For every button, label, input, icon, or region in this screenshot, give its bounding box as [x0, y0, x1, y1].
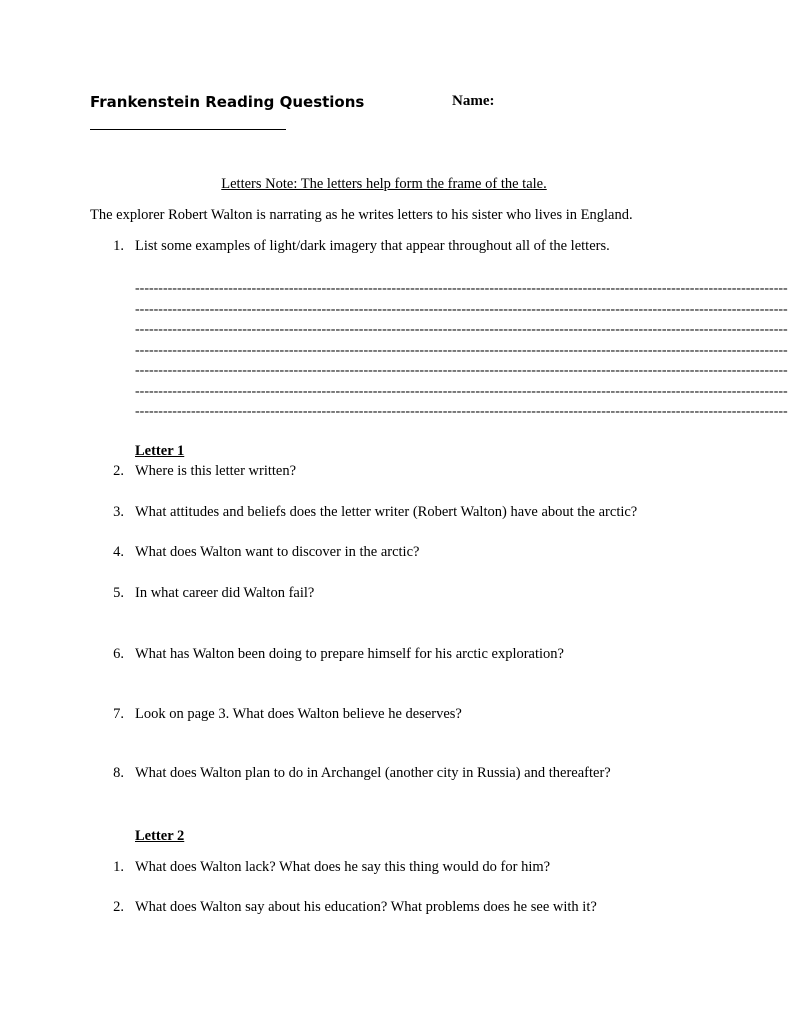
answer-line[interactable]: --------------------------------------------------------------------------------------------------------------------------------------------: [135, 301, 788, 317]
answer-line[interactable]: --------------------------------------------------------------------------------------------------------------------------------------------: [135, 383, 788, 399]
letter-1-heading: Letter 1: [135, 443, 185, 459]
question-text: List some examples of light/dark imagery that appear throughout all of the letters.: [135, 238, 610, 254]
answer-line[interactable]: --------------------------------------------------------------------------------------------------------------------------------------------: [135, 404, 788, 419]
page-title: Frankenstein Reading Questions: [90, 93, 365, 111]
question-text: What does Walton lack? What does he say this thing would do for him?: [135, 859, 551, 875]
question-text: What does Walton want to discover in the arctic?: [135, 544, 420, 560]
answer-line[interactable]: --------------------------------------------------------------------------------------------------------------------------------------------: [135, 322, 788, 337]
question-text: What attitudes and beliefs does the letter writer (Robert Walton) have about the arctic?: [135, 504, 638, 520]
question-number: 2.: [113, 899, 124, 915]
question-number: 8.: [113, 765, 124, 781]
question-text: Where is this letter written?: [135, 463, 297, 479]
question-text: What does Walton say about his education? What problems does he see with it?: [135, 899, 597, 915]
answer-line[interactable]: --------------------------------------------------------------------------------------------------------------------------------------------: [135, 281, 788, 296]
question-number: 3.: [113, 504, 124, 520]
question-number: 4.: [113, 544, 124, 560]
question-text: What has Walton been doing to prepare himself for his arctic exploration?: [135, 646, 564, 662]
name-blank-line[interactable]: [90, 118, 286, 130]
question-text: What does Walton plan to do in Archangel (another city in Russia) and thereafter?: [135, 765, 611, 781]
letters-note-text: Letters Note: The letters help form the frame of the tale.: [221, 176, 547, 192]
question-number: 7.: [113, 706, 124, 722]
name-label: Name:: [452, 93, 495, 109]
question-text: In what career did Walton fail?: [135, 585, 315, 601]
question-number: 2.: [113, 463, 124, 479]
question-number: 6.: [113, 646, 124, 662]
intro-paragraph: The explorer Robert Walton is narrating as he writes letters to his sister who lives in England.: [90, 207, 633, 223]
question-number: 1.: [113, 238, 124, 254]
answer-line[interactable]: --------------------------------------------------------------------------------------------------------------------------------------------: [135, 342, 788, 358]
letters-note: [0, 176, 768, 193]
letter-2-heading: Letter 2: [135, 828, 185, 844]
question-text: Look on page 3. What does Walton believe he deserves?: [135, 706, 462, 722]
answer-line[interactable]: --------------------------------------------------------------------------------------------------------------------------------------------: [135, 363, 788, 378]
question-number: 1.: [113, 859, 124, 875]
question-number: 5.: [113, 585, 124, 601]
